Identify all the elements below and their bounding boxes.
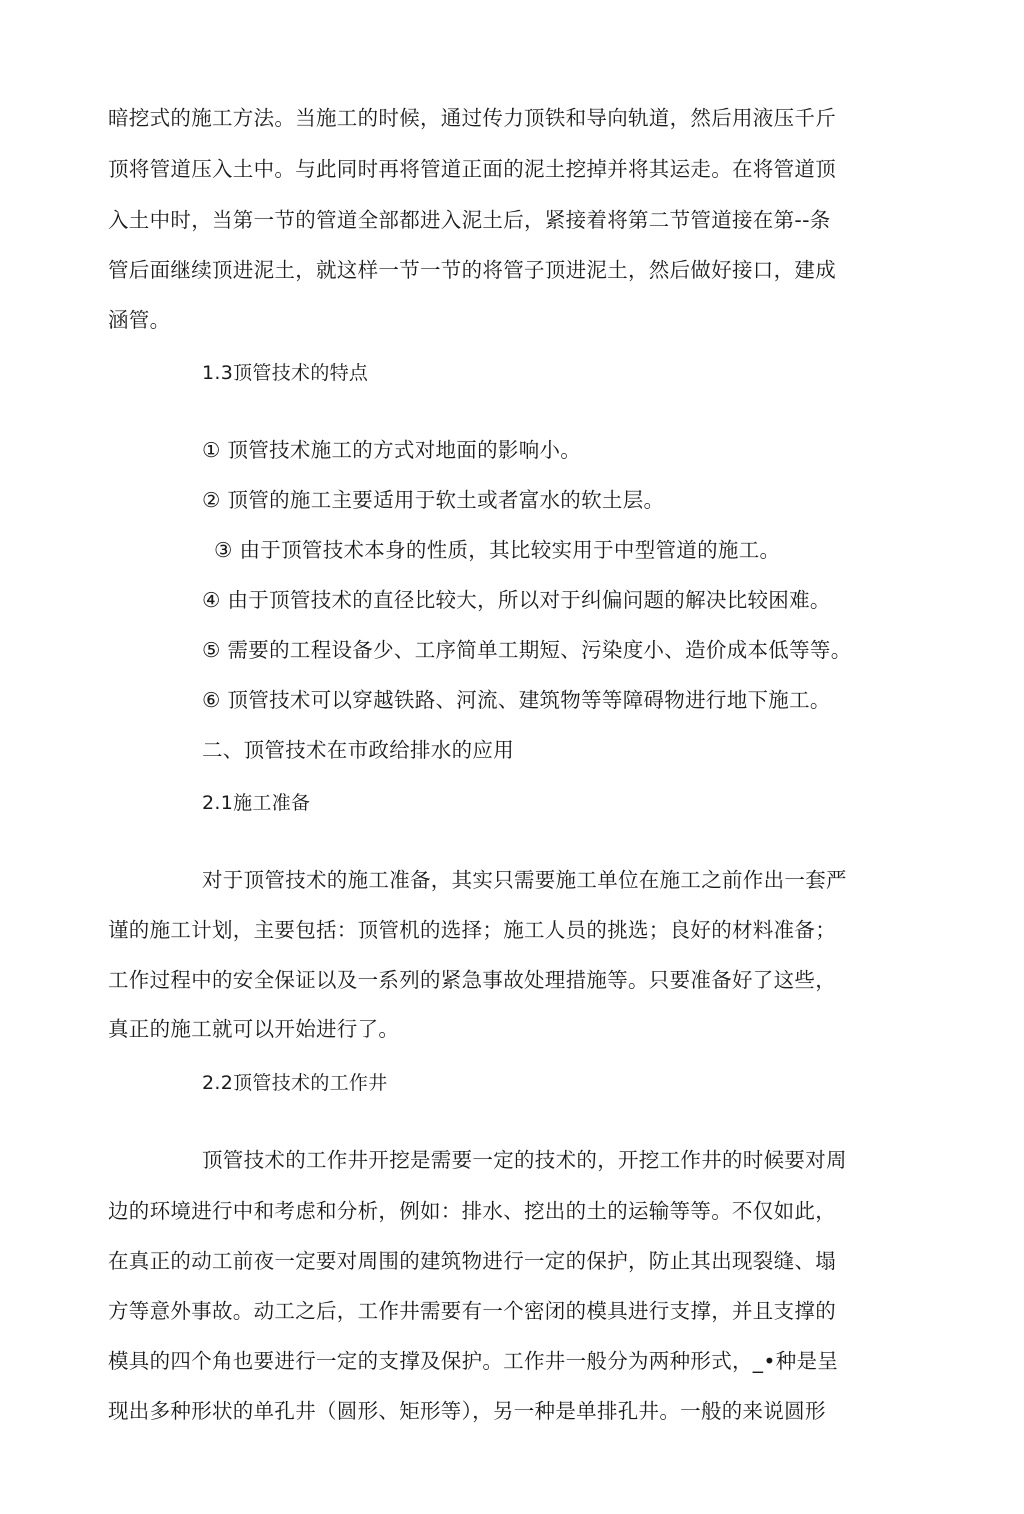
section-heading: 1.3顶管技术的特点 [202, 362, 369, 384]
paragraph-line: 边的环境进行中和考虑和分析，例如：排水、挖出的土的运输等等。不仅如此， [108, 1199, 836, 1223]
list-item: ⑤ 需要的工程设备少、工序简单工期短、污染度小、造价成本低等等。 [202, 638, 852, 662]
paragraph-line: 入土中时，当第一节的管道全部都进入泥土后，紧接着将第二节管道接在第--条 [108, 208, 831, 232]
list-item: ⑥ 顶管技术可以穿越铁路、河流、建筑物等等障碍物进行地下施工。 [202, 688, 831, 712]
paragraph-line: 顶将管道压入土中。与此同时再将管道正面的泥土挖掉并将其运走。在将管道顶 [108, 157, 836, 181]
section-heading: 2.2顶管技术的工作井 [202, 1072, 388, 1094]
paragraph-line: 在真正的动工前夜一定要对周围的建筑物进行一定的保护，防止其出现裂缝、塌 [108, 1249, 836, 1273]
list-item: ③ 由于顶管技术本身的性质，其比较实用于中型管道的施工。 [214, 538, 781, 562]
paragraph-line: 暗挖式的施工方法。当施工的时候，通过传力顶铁和导向轨道，然后用液压千斤 [108, 106, 836, 130]
list-item: ① 顶管技术施工的方式对地面的影响小。 [202, 438, 582, 462]
paragraph-line: 模具的四个角也要进行一定的支撑及保护。工作井一般分为两种形式，_•种是呈 [108, 1349, 839, 1373]
section-heading: 2.1施工准备 [202, 792, 311, 814]
paragraph-line: 方等意外事故。动工之后，工作井需要有一个密闭的模具进行支撑，并且支撑的 [108, 1299, 836, 1323]
paragraph-line: 工作过程中的安全保证以及一系列的紧急事故处理措施等。只要准备好了这些， [108, 968, 836, 992]
paragraph-line: 真正的施工就可以开始进行了。 [108, 1017, 400, 1041]
chapter-heading: 二、顶管技术在市政给排水的应用 [202, 738, 514, 762]
paragraph-line: 对于顶管技术的施工准备，其实只需要施工单位在施工之前作出一套严 [202, 868, 847, 892]
paragraph-line: 管后面继续顶进泥土，就这样一节一节的将管子顶进泥土，然后做好接口，建成 [108, 258, 836, 282]
list-item: ② 顶管的施工主要适用于软土或者富水的软土层。 [202, 488, 665, 512]
paragraph-line: 涵管。 [108, 308, 171, 332]
list-item: ④ 由于顶管技术的直径比较大，所以对于纠偏问题的解决比较困难。 [202, 588, 831, 612]
paragraph-line: 顶管技术的工作井开挖是需要一定的技术的，开挖工作井的时候要对周 [202, 1148, 847, 1172]
paragraph-line: 谨的施工计划，主要包括：顶管机的选择；施工人员的挑选；良好的材料准备； [108, 918, 836, 942]
paragraph-line: 现出多种形状的单孔井（圆形、矩形等），另一种是单排孔井。一般的来说圆形 [108, 1399, 826, 1423]
